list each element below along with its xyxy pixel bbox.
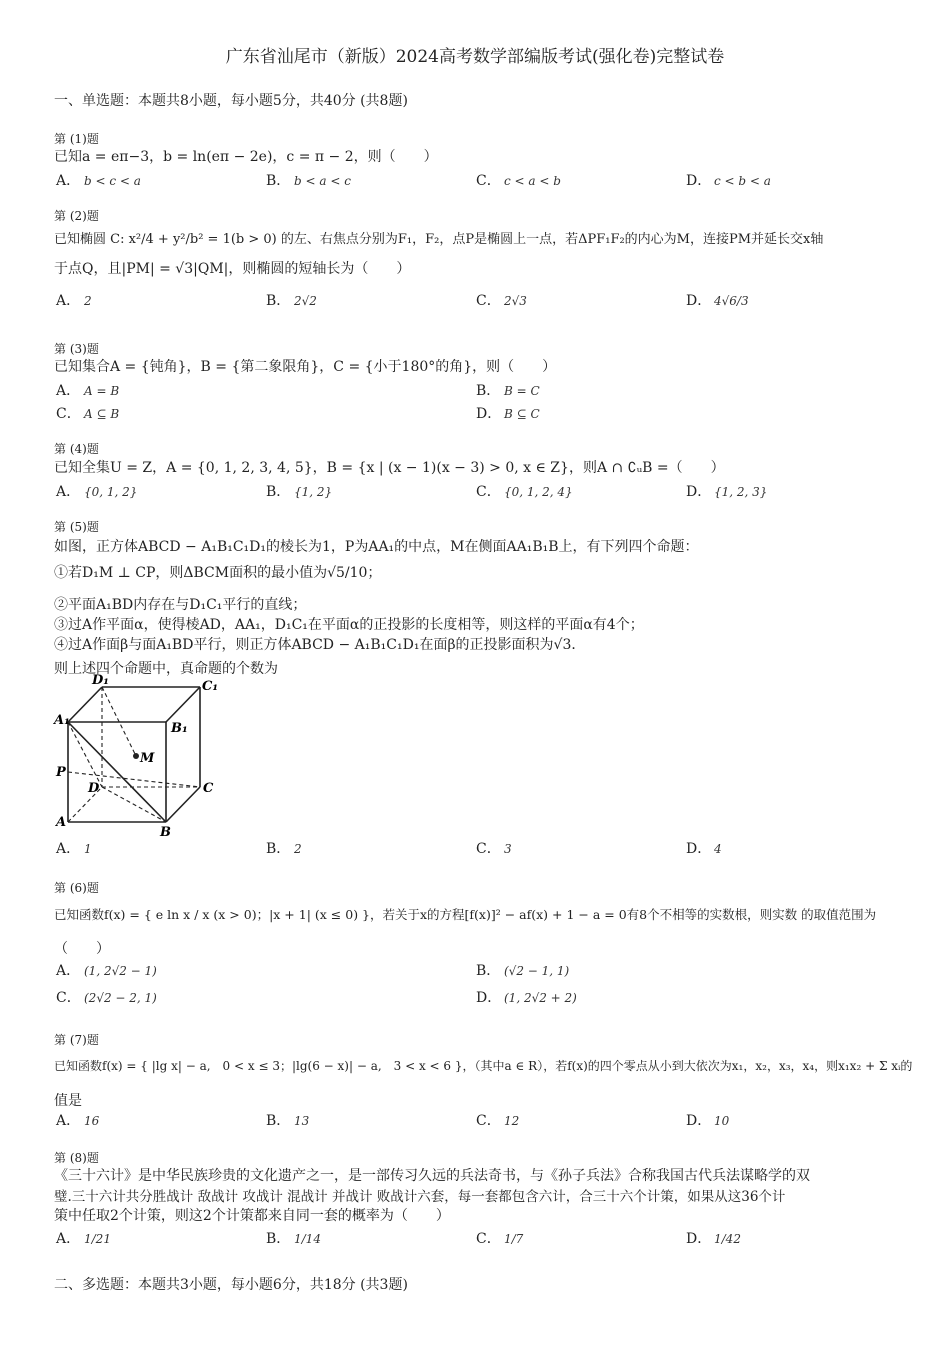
option-value: B ⊆ C: [504, 407, 540, 421]
option-value: {0, 1, 2}: [84, 485, 138, 499]
option-value: {1, 2, 3}: [714, 485, 768, 499]
option-value: 3: [504, 842, 512, 856]
question-label: 第 (2)题: [54, 209, 99, 223]
option-c[interactable]: [476, 1228, 523, 1248]
option-value: 2√2: [294, 294, 317, 308]
option-key: D．: [686, 1231, 712, 1247]
option-key: C．: [56, 990, 81, 1006]
vertex-label: C₁: [202, 679, 219, 694]
question-text: 已知函数f(x) = { e ln x / x (x > 0)；|x + 1| (x ≤ 0) }，若关于x的方程[f(x)]² − af(x) + 1 − a = 0有8个不相等的实数根，则实数 的取值范围为: [54, 907, 877, 922]
vertex-label: D: [88, 781, 100, 796]
option-key: A．: [56, 1113, 81, 1129]
question-text: 已知集合A = {钝角}，B = {第二象限角}，C = {小于180°的角}，则（ ）: [54, 359, 557, 375]
option-value: B = C: [504, 384, 540, 398]
question-text: 于点Q，且|PM| = √3|QM|，则椭圆的短轴长为（ ）: [54, 261, 411, 277]
question-label: 第 (8)题: [54, 1151, 99, 1165]
option-value: 1/42: [714, 1232, 741, 1246]
option-b[interactable]: [266, 481, 332, 501]
section-heading-single-choice: 一、单选题：本题共8小题，每小题5分，共40分 (共8题): [54, 93, 408, 109]
option-b[interactable]: [266, 170, 351, 190]
option-c[interactable]: [476, 290, 527, 310]
option-b[interactable]: [476, 960, 569, 980]
option-key: A．: [56, 173, 81, 189]
question-label: 第 (4)题: [54, 442, 99, 456]
option-d[interactable]: [476, 403, 540, 423]
question-text: 《三十六计》是中华民族珍贵的文化遗产之一，是一部传习久远的兵法奇书，与《孙子兵法》合称我国古代兵法谋略学的双: [54, 1168, 810, 1184]
question-label: 第 (3)题: [54, 342, 99, 356]
option-c[interactable]: [476, 1110, 519, 1130]
option-key: B．: [266, 1113, 291, 1129]
question-text: 值是: [54, 1093, 82, 1109]
option-value: 4: [714, 842, 722, 856]
option-key: D．: [476, 406, 502, 422]
option-value: 1/14: [294, 1232, 321, 1246]
option-key: D．: [686, 173, 712, 189]
option-key: B．: [266, 484, 291, 500]
option-key: C．: [56, 406, 81, 422]
vertex-label: D₁: [92, 673, 109, 688]
option-value: A = B: [84, 384, 120, 398]
option-key: C．: [476, 1231, 501, 1247]
question-text: 已知椭圆 C: x²/4 + y²/b² = 1(b > 0) 的左、右焦点分别为F₁，F₂，点P是椭圆上一点，若ΔPF₁F₂的内心为M，连接PM并延长交x轴: [54, 232, 824, 247]
option-a[interactable]: [56, 838, 92, 858]
option-value: 13: [294, 1114, 310, 1128]
question-text: 策中任取2个计策，则这2个计策都来自同一套的概率为（ ）: [54, 1208, 450, 1224]
option-key: D．: [476, 990, 502, 1006]
option-key: B．: [266, 841, 291, 857]
option-value: (√2 − 1, 1): [504, 964, 570, 978]
cube-figure: [52, 672, 222, 840]
option-key: B．: [266, 173, 291, 189]
option-b[interactable]: [476, 380, 540, 400]
page-title: 广东省汕尾市（新版）2024高考数学部编版考试(强化卷)完整试卷: [225, 47, 725, 67]
option-value: A ⊆ B: [84, 407, 120, 421]
question-label: 第 (7)题: [54, 1033, 99, 1047]
option-key: B．: [476, 383, 501, 399]
option-b[interactable]: [266, 838, 302, 858]
option-c[interactable]: [476, 481, 573, 501]
question-label: 第 (6)题: [54, 881, 99, 895]
option-key: C．: [476, 484, 501, 500]
question-text: （ ）: [54, 941, 110, 957]
option-value: b < c < a: [84, 174, 141, 188]
option-key: A．: [56, 1231, 81, 1247]
option-a[interactable]: [56, 290, 92, 310]
option-key: D．: [686, 841, 712, 857]
question-text: 如图，正方体ABCD − A₁B₁C₁D₁的棱长为1，P为AA₁的中点，M在侧面AA₁B₁B上，有下列四个命题：: [54, 539, 699, 555]
question-text: ①若D₁M ⊥ CP，则ΔBCM面积的最小值为√5/10；: [54, 565, 382, 581]
option-key: D．: [686, 293, 712, 309]
option-a[interactable]: [56, 481, 137, 501]
vertex-label: B: [160, 825, 171, 840]
option-d[interactable]: [686, 1110, 729, 1130]
option-key: A．: [56, 841, 81, 857]
option-value: c < a < b: [504, 174, 561, 188]
option-a[interactable]: [56, 380, 119, 400]
question-text: ②平面A₁BD内存在与D₁C₁平行的直线；: [54, 597, 307, 613]
option-a[interactable]: [56, 960, 157, 980]
point-m: [133, 753, 139, 759]
option-value: 4√6/3: [714, 294, 749, 308]
option-key: D．: [686, 484, 712, 500]
option-value: 12: [504, 1114, 520, 1128]
option-d[interactable]: [686, 290, 749, 310]
option-key: B．: [266, 293, 291, 309]
option-value: 2: [294, 842, 302, 856]
option-key: C．: [476, 1113, 501, 1129]
option-value: 2: [84, 294, 92, 308]
option-key: B．: [266, 1231, 291, 1247]
option-value: {1, 2}: [294, 485, 333, 499]
option-key: A．: [56, 383, 81, 399]
option-key: C．: [476, 173, 501, 189]
option-key: D．: [686, 1113, 712, 1129]
question-label: 第 (1)题: [54, 132, 99, 146]
option-c[interactable]: [476, 170, 561, 190]
option-key: C．: [476, 841, 501, 857]
option-a[interactable]: [56, 170, 141, 190]
section-heading-multiple-choice: 二、多选题：本题共3小题，每小题6分，共18分 (共3题): [54, 1277, 408, 1293]
option-d[interactable]: [476, 987, 577, 1007]
vertex-label: P: [56, 765, 66, 780]
option-value: 1: [84, 842, 92, 856]
question-label: 第 (5)题: [54, 520, 99, 534]
vertex-label: A: [56, 815, 67, 830]
vertex-label: C: [203, 781, 214, 796]
option-d[interactable]: [686, 170, 771, 190]
option-d[interactable]: [686, 838, 722, 858]
question-text: 已知全集U = Z，A = {0, 1, 2, 3, 4, 5}，B = {x | (x − 1)(x − 3) > 0, x ∈ Z}，则A ∩ ∁ᵤB =（ ）: [54, 460, 725, 476]
option-key: A．: [56, 963, 81, 979]
option-value: (1, 2√2 + 2): [504, 991, 577, 1005]
option-value: 1/7: [504, 1232, 524, 1246]
option-c[interactable]: [56, 987, 157, 1007]
option-key: A．: [56, 293, 81, 309]
question-text: 则上述四个命题中，真命题的个数为: [54, 661, 278, 677]
vertex-label: B₁: [171, 721, 188, 736]
option-c[interactable]: [56, 403, 119, 423]
question-text: ④过A作面β与面A₁BD平行，则正方体ABCD − A₁B₁C₁D₁在面β的正投影面积为√3．: [54, 637, 586, 653]
option-value: c < b < a: [714, 174, 771, 188]
option-a[interactable]: [56, 1110, 99, 1130]
option-value: 16: [84, 1114, 100, 1128]
option-b[interactable]: [266, 1110, 309, 1130]
option-key: B．: [476, 963, 501, 979]
vertex-label: A₁: [54, 713, 70, 728]
option-key: C．: [476, 293, 501, 309]
option-d[interactable]: [686, 481, 767, 501]
option-value: (1, 2√2 − 1): [84, 964, 157, 978]
option-value: 1/21: [84, 1232, 111, 1246]
option-value: 10: [714, 1114, 730, 1128]
question-text: 已知a = eπ−3，b = ln(eπ − 2e)，c = π − 2，则（ ）: [54, 149, 438, 165]
option-value: 2√3: [504, 294, 527, 308]
option-value: b < a < c: [294, 174, 351, 188]
option-a[interactable]: [56, 1228, 111, 1248]
option-d[interactable]: [686, 1228, 741, 1248]
question-text: ③过A作平面α，使得棱AD，AA₁，D₁C₁在平面α的正投影的长度相等，则这样的平面α有4个；: [54, 617, 644, 633]
question-text: 璧.三十六计共分胜战计 敌战计 攻战计 混战计 并战计 败战计六套，每一套都包含六计，合三十六个计策，如果从这36个计: [54, 1189, 786, 1205]
option-value: (2√2 − 2, 1): [84, 991, 157, 1005]
option-key: A．: [56, 484, 81, 500]
option-b[interactable]: [266, 290, 317, 310]
option-b[interactable]: [266, 1228, 321, 1248]
option-c[interactable]: [476, 838, 512, 858]
vertex-label: M: [140, 751, 155, 766]
option-value: {0, 1, 2, 4}: [504, 485, 573, 499]
question-text: 已知函数f(x) = { |lg x| − a, 0 < x ≤ 3；|lg(6 − x)| − a, 3 < x < 6 }，（其中a ∈ R），若f(x)的四个零点从小到大依次为x₁，x₂，x₃，x₄，则x₁x₂ + Σ xᵢ的: [54, 1059, 913, 1073]
